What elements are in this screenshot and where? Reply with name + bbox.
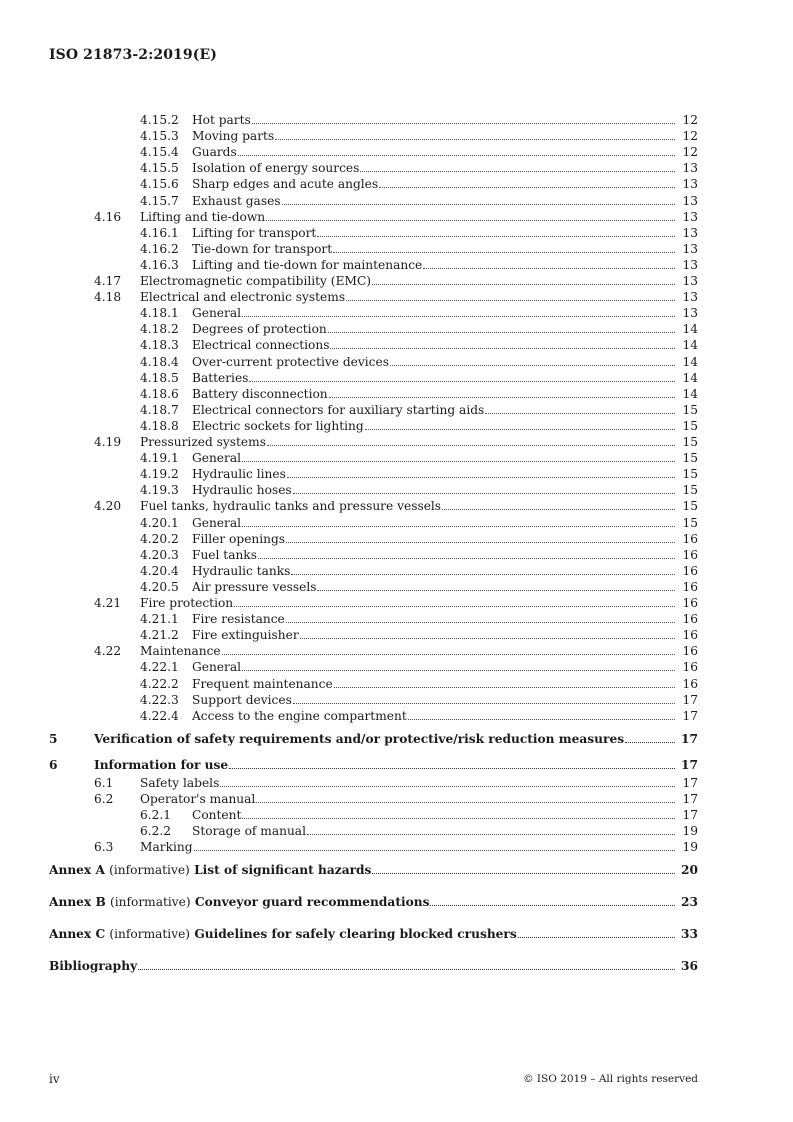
toc-entry[interactable] [0,289,793,305]
toc-entry-number: 4.15.5 [140,161,179,176]
toc-entry[interactable] [0,579,793,595]
toc-entry-page: 23 [681,895,698,910]
dot-leader [360,171,675,172]
dot-leader [485,413,675,414]
toc-entry-number: 6 [49,757,58,772]
toc-entry-page: 17 [681,731,698,746]
toc-entry[interactable] [0,894,793,910]
toc-entry[interactable] [0,193,793,209]
toc-entry-page: 33 [681,927,698,942]
toc-entry[interactable] [0,498,793,514]
toc-entry-title: Maintenance [140,643,676,659]
toc-entry[interactable] [0,354,793,370]
toc-entry-title: Electromagnetic compatibility (EMC) [140,273,676,289]
dot-leader [234,606,675,607]
toc-entry-title: Electrical and electronic systems [140,289,676,305]
toc-entry[interactable] [0,321,793,337]
toc-entry-title: Access to the engine compartment [192,708,676,724]
dot-leader [372,873,675,874]
toc-entry-page: 16 [682,612,698,627]
toc-entry[interactable] [0,466,793,482]
toc-entry-title: General [192,515,676,531]
toc-entry-title: Sharp edges and acute angles [192,176,676,192]
toc-entry-number: 4.18.3 [140,338,179,353]
toc-entry-title: Degrees of protection [192,321,676,337]
toc-entry-number: 4.18.4 [140,354,179,369]
toc-entry-title: General [192,450,676,466]
toc-entry-number: 6.1 [94,775,114,790]
dot-leader [275,139,675,140]
toc-entry-page: 17 [681,757,698,772]
toc-entry-page: 13 [682,257,698,272]
toc-entry-number: 4.20.1 [140,515,179,530]
dot-leader [317,236,675,237]
toc-entry-page: 13 [682,290,698,305]
dot-leader [328,332,675,333]
toc-entry[interactable] [0,305,793,321]
toc-entry[interactable] [0,757,793,773]
toc-entry-number: 6.2.1 [140,808,172,822]
toc-entry-title: Support devices [192,692,676,708]
dot-leader [242,526,675,527]
toc-entry-title: Annex A (informative) List of significant hazards [49,862,676,878]
toc-entry-page: 19 [682,840,698,855]
toc-entry[interactable] [0,370,793,386]
toc-entry-title: Annex B (informative) Conveyor guard recommendations [49,894,676,910]
toc-entry-page: 17 [682,775,698,790]
toc-entry-number: Annex C [49,927,106,942]
toc-entry[interactable] [0,273,793,289]
dot-leader [286,622,675,623]
dot-leader [379,187,675,188]
toc-entry-annex-type: (informative) [109,927,191,942]
toc-entry-number: 6.2.2 [140,824,172,839]
toc-entry-title: Information for use [94,757,676,773]
toc-entry-title: Hydraulic lines [192,466,676,482]
toc-entry-number: 4.15.2 [140,113,179,127]
toc-entry[interactable] [0,862,793,878]
toc-entry-title: General [192,305,676,321]
dot-leader [256,802,675,803]
toc-entry-page: 16 [682,531,698,546]
dot-leader [282,204,675,205]
toc-entry-title: Hot parts [192,112,676,128]
toc-entry-number: 4.18.6 [140,386,179,401]
dot-leader [317,590,675,591]
dot-leader [625,742,675,743]
toc-entry-title: Battery disconnection [192,386,676,402]
toc-entry-page: 13 [682,274,698,288]
toc-entry-title: Lifting and tie-down for maintenance [192,257,676,273]
toc-entry[interactable] [0,515,793,531]
toc-entry-page: 15 [682,515,698,530]
toc-entry[interactable] [0,176,793,192]
toc-entry-number: 4.16.3 [140,257,179,272]
dot-leader [220,786,675,787]
toc-entry-page: 16 [682,628,698,643]
toc-entry-number: 4.21 [94,596,122,610]
toc-entry-title: Fire protection [140,595,676,611]
dot-leader [287,477,675,478]
toc-entry-page: 16 [682,579,698,594]
toc-entry-page: 12 [682,145,698,160]
toc-entry-number: 4.19.3 [140,483,179,498]
toc-entry-title: Lifting and tie-down [140,209,676,225]
dot-leader [238,155,675,156]
toc-entry[interactable] [0,386,793,402]
dot-leader [307,834,675,835]
toc-entry[interactable] [0,692,793,708]
toc-entry-page: 16 [682,644,698,659]
dot-leader [372,284,675,285]
toc-entry-number: 4.20.3 [140,547,179,562]
toc-entry-number: 4.22.4 [140,708,179,723]
dot-leader [293,703,675,704]
toc-entry-number: 4.19 [94,435,122,449]
toc-entry-number: 4.19.2 [140,467,179,482]
dot-leader [390,365,675,366]
dot-leader [194,850,675,851]
toc-entry-page: 15 [682,451,698,466]
dot-leader [291,574,675,575]
toc-entry-page: 16 [682,676,698,691]
toc-entry[interactable] [0,611,793,627]
dot-leader [430,905,675,906]
toc-entry-page: 13 [682,161,698,176]
toc-entry[interactable] [0,547,793,563]
toc-entry-number: 4.20 [94,499,122,514]
toc-entry-title: Hydraulic hoses [192,482,676,498]
toc-entry-title: Bibliography [49,958,676,974]
dot-leader [330,348,675,349]
toc-entry-title: Annex C (informative) Guidelines for safely clearing blocked crushers [49,926,676,942]
toc-entry-page: 15 [682,418,698,433]
toc-entry[interactable] [0,708,793,724]
toc-entry-title: Hydraulic tanks [192,563,676,579]
document-id-header: ISO 21873-2:2019(E) [49,47,217,63]
toc-entry-number: 4.19.1 [140,451,179,466]
toc-entry-number: 4.18.5 [140,370,179,385]
toc-entry-page: 13 [682,225,698,240]
toc-entry[interactable] [0,337,793,353]
toc-entry[interactable] [0,823,793,839]
toc-entry-title: Marking [140,839,676,855]
toc-entry-title: Air pressure vessels [192,579,676,595]
dot-leader [252,123,675,124]
dot-leader [138,969,675,970]
toc-entry[interactable] [0,731,793,747]
toc-entry-page: 13 [682,241,698,256]
toc-entry-number: 6.3 [94,840,114,855]
toc-entry-title: Pressurized systems [140,434,676,450]
toc-entry-title: Electric sockets for lighting [192,418,676,434]
dot-leader [346,300,675,301]
toc-entry-page: 14 [682,354,698,369]
toc-entry-number: 4.22.1 [140,660,179,675]
dot-leader [329,397,675,398]
toc-entry-page: 17 [682,791,698,806]
toc-entry[interactable] [0,563,793,579]
copyright-notice: © ISO 2019 – All rights reserved [523,1073,698,1085]
toc-entry[interactable] [0,112,793,128]
toc-entry-number: 4.20.2 [140,531,179,546]
toc-entry-title: Isolation of energy sources [192,160,676,176]
dot-leader [293,493,675,494]
toc-entry-title: Electrical connections [192,337,676,353]
toc-entry[interactable] [0,418,793,434]
toc-entry[interactable] [0,676,793,692]
dot-leader [518,937,675,938]
dot-leader [408,719,675,720]
toc-entry-page: 16 [682,547,698,562]
toc-entry-page: 15 [682,467,698,482]
toc-entry-title: Tie-down for transport [192,241,676,257]
toc-entry-title: Over-current protective devices [192,354,676,370]
toc-entry-title: Moving parts [192,128,676,144]
toc-entry-page: 15 [682,402,698,417]
toc-entry-page: 14 [682,370,698,385]
toc-entry-title: Filler openings [192,531,676,547]
dot-leader [242,316,675,317]
toc-entry-number: 5 [49,731,58,746]
toc-entry-page: 14 [682,338,698,353]
dot-leader [286,542,675,543]
toc-entry-title: Batteries [192,370,676,386]
toc-entry-number: 4.16 [94,209,122,224]
toc-entry-number: 4.21.1 [140,612,179,627]
toc-entry-title: Storage of manual [192,823,676,839]
toc-entry-title: Safety labels [140,775,676,791]
toc-entry-title: Fuel tanks, hydraulic tanks and pressure vessels [140,498,676,514]
toc-entry-title: Fire extinguisher [192,627,676,643]
toc-entry-page: 17 [682,808,698,822]
toc-entry-page: 14 [682,386,698,401]
toc-entry-number: 4.21.2 [140,628,179,643]
toc-entry-number: 4.15.6 [140,177,179,192]
toc-entry[interactable] [0,482,793,498]
toc-entry-number: 4.18.7 [140,402,179,417]
toc-entry-page: 12 [682,113,698,127]
toc-entry-page: 17 [682,708,698,723]
toc-entry[interactable] [0,209,793,225]
toc-entry[interactable] [0,144,793,160]
toc-entry-number: 4.20.5 [140,579,179,594]
toc-entry[interactable] [0,659,793,675]
dot-leader [222,654,675,655]
toc-entry[interactable] [0,958,793,974]
toc-entry[interactable] [0,839,793,855]
toc-entry-title: Guards [192,144,676,160]
dot-leader [229,768,675,769]
dot-leader [258,558,675,559]
page-number: iv [49,1072,60,1086]
toc-entry-number: 4.16.1 [140,225,179,240]
toc-entry-number: 4.16.2 [140,241,179,256]
toc-entry[interactable] [0,627,793,643]
toc-entry-number: 4.18.8 [140,418,179,433]
toc-entry-number: 4.15.3 [140,129,179,144]
dot-leader [334,687,675,688]
toc-entry-number: 4.15.7 [140,193,179,208]
dot-leader [267,445,675,446]
toc-entry[interactable] [0,128,793,144]
toc-entry-page: 14 [682,322,698,337]
toc-entry-number: 4.18 [94,290,122,305]
dot-leader [242,818,675,819]
toc-entry[interactable] [0,775,793,791]
toc-entry-number: Annex A [49,863,105,878]
toc-entry-title: Frequent maintenance [192,676,676,692]
toc-entry-number: 6.2 [94,791,114,806]
toc-entry-title: General [192,659,676,675]
dot-leader [365,429,675,430]
dot-leader [442,509,675,510]
toc-entry-title: Electrical connectors for auxiliary starting aids [192,402,676,418]
toc-entry-title: Content [192,807,676,823]
toc-entry-annex-type: (informative) [110,895,191,910]
dot-leader [242,461,675,462]
toc-entry[interactable] [0,926,793,942]
toc-entry[interactable] [0,531,793,547]
dot-leader [266,220,675,221]
toc-entry-number: 4.18.1 [140,306,179,321]
dot-leader [333,252,675,253]
dot-leader [249,381,675,382]
dot-leader [423,268,675,269]
toc-entry-number: 4.20.4 [140,563,179,578]
toc-entry[interactable] [0,225,793,241]
dot-leader [300,638,675,639]
toc-entry[interactable] [0,241,793,257]
toc-entry-page: 15 [682,435,698,449]
toc-entry[interactable] [0,160,793,176]
toc-entry-number: 4.22.2 [140,676,179,691]
toc-entry-page: 36 [681,959,698,974]
toc-entry-page: 13 [682,209,698,224]
toc-entry-annex-type: (informative) [109,863,190,878]
toc-entry[interactable] [0,257,793,273]
toc-entry-page: 15 [682,483,698,498]
toc-entry-page: 20 [681,863,698,878]
toc-entry-number: 4.17 [94,274,122,288]
toc-entry-page: 19 [682,824,698,839]
toc-entry-title: Operator's manual [140,791,676,807]
toc-entry-title: Lifting for transport [192,225,676,241]
toc-entry[interactable] [0,595,793,611]
toc-entry-page: 16 [682,596,698,610]
toc-entry-title: Fire resistance [192,611,676,627]
toc-entry-page: 15 [682,499,698,514]
toc-entry-page: 13 [682,193,698,208]
toc-entry[interactable] [0,791,793,807]
toc-entry-number: 4.18.2 [140,322,179,337]
toc-entry[interactable] [0,643,793,659]
toc-entry-number: 4.22 [94,644,122,659]
toc-entry-page: 13 [682,306,698,321]
toc-entry-number: 4.22.3 [140,692,179,707]
toc-entry-page: 16 [682,660,698,675]
toc-entry-title: Exhaust gases [192,193,676,209]
toc-entry-title: Verification of safety requirements and/or protective/risk reduction measures [94,731,676,747]
toc-entry[interactable] [0,807,793,823]
toc-entry-page: 16 [682,563,698,578]
toc-entry-page: 12 [682,129,698,144]
toc-entry[interactable] [0,434,793,450]
toc-entry-title: Fuel tanks [192,547,676,563]
toc-entry-number: Annex B [49,895,106,910]
toc-entry[interactable] [0,450,793,466]
toc-entry-number: 4.15.4 [140,145,179,160]
toc-entry-page: 13 [682,177,698,192]
toc-entry-page: 17 [682,692,698,707]
dot-leader [242,670,675,671]
toc-entry[interactable] [0,402,793,418]
